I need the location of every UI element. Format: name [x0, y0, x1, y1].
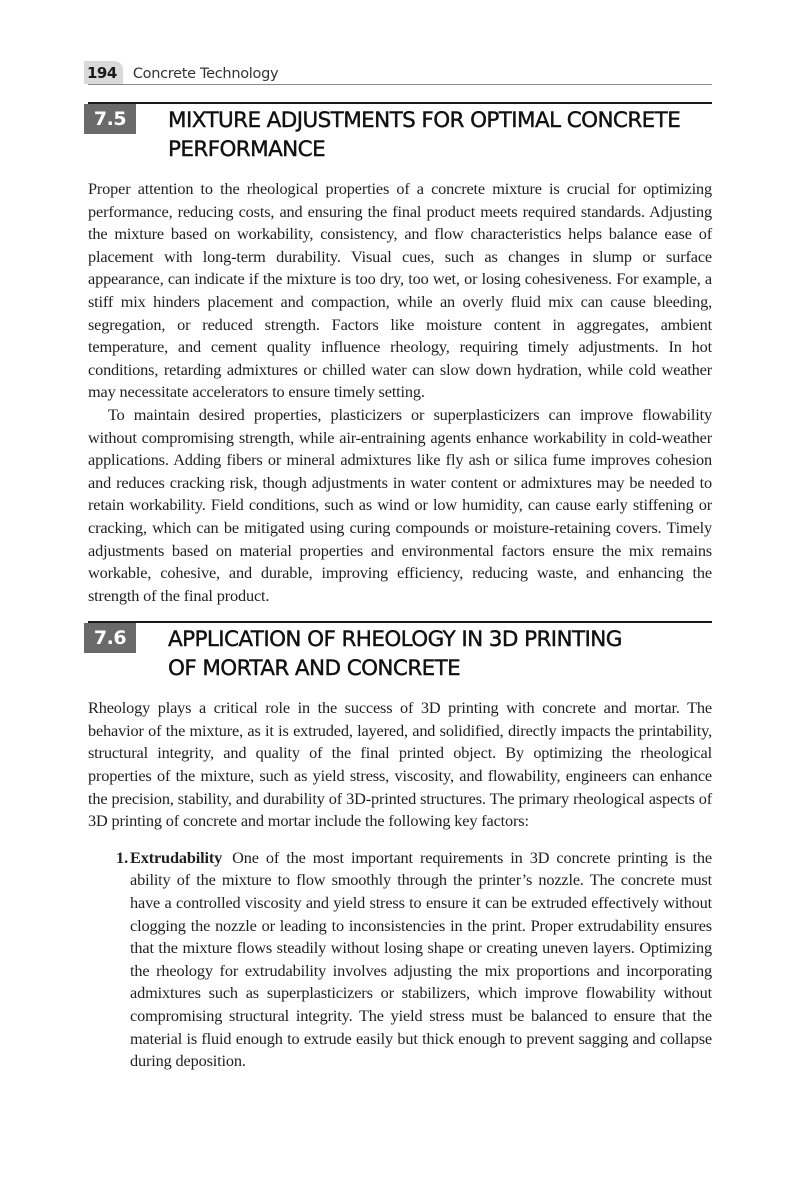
body-paragraph: To maintain desired properties, plasticizers or superplasticizers can improve flowability without compromising strength, while air-entraining agents enhance workability in cold-weather applications. Adding fibers or mineral admixtures like fly ash or silica fume improves cohesion and reduces cracking risk, though adjustments in water content or admixtures may be needed to retain workability. Field conditions, such as wind or low humidity, can cause early stiffening or cracking, which can be mitigated using curing compounds or moisture-retaining covers. Timely adjustments based on material properties and environmental factors ensure the mix remains workable, cohesive, and durable, improving efficiency, reducing waste, and enhancing the strength of the final product. [88, 404, 712, 605]
section-title-line: APPLICATION OF RHEOLOGY IN 3D PRINTING [168, 627, 622, 653]
section-title-line: PERFORMANCE [168, 137, 326, 162]
section-heading-7-5 [88, 102, 712, 164]
book-page [88, 58, 712, 1073]
list-item-text: One of the most important requirements in 3D concrete printing is the ability of the mixture to flow smoothly through the printer’s nozzle. The concrete must have a controlled viscosity and yield stress to ensure it can be extruded effectively without clogging the nozzle or leading to inconsistencies in the print. Proper extrudability ensures that the mixture flows steadily without losing shape or creating uneven layers. Optimizing the rheology for extrudability involves adjusting the mix proportions and incorporating admixtures such as superplasticizers or stabilizers, which improve flowability without compromising structural integrity. The yield stress must be balanced to ensure that the material is fluid enough to extrude easily but thick enough to prevent sagging and collapse during deposition. [130, 847, 712, 1071]
section-title-line: OF MORTAR AND CONCRETE [168, 656, 461, 682]
section-title-line: MIXTURE ADJUSTMENTS FOR OPTIMAL CONCRETE [168, 108, 681, 133]
book-title: Concrete Technology [132, 66, 279, 82]
section-number: 7.6 [84, 623, 136, 653]
list-item-body [130, 847, 712, 1073]
section-title [168, 623, 622, 683]
section-heading-7-6 [88, 621, 712, 683]
list-item [116, 847, 712, 1073]
body-paragraph: Rheology plays a critical role in the success of 3D printing with concrete and mortar. The behavior of the mixture, as it is extruded, layered, and solidified, directly impacts the printability, structural integrity, and quality of the final printed object. By optimizing the rheological properties of the mixture, such as yield stress, viscosity, and flowability, engineers can enhance the precision, stability, and durability of 3D-printed structures. The primary rheological aspects of 3D printing of concrete and mortar include the following key factors: [88, 698, 712, 831]
section-title [168, 104, 680, 164]
section-number: 7.5 [84, 104, 136, 134]
numbered-list [88, 847, 712, 1073]
body-paragraph: Proper attention to the rheological properties of a concrete mixture is crucial for optimizing performance, reducing costs, and ensuring the final product meets required standards. Adjusting the mixture based on workability, consistency, and flow characteristics helps balance ease of placement with long-term durability. Visual cues, such as changes in slump or surface appearance, can indicate if the mixture is too dry, too wet, or losing cohesiveness. For example, a stiff mix hinders placement and compaction, while an overly fluid mix can cause bleeding, segregation, or reduced strength. Factors like moisture content in aggregates, ambient temperature, and cement quality influence rheology, requiring timely adjustments. In hot conditions, retarding admixtures or chilled water can slow down hydration, while cold weather may necessitate accelerators to ensure timely setting. [88, 179, 712, 402]
running-header [88, 58, 712, 85]
page-number: 194 [84, 61, 123, 84]
list-item-term: Extrudability [130, 847, 223, 867]
list-marker: 1. [116, 847, 129, 867]
